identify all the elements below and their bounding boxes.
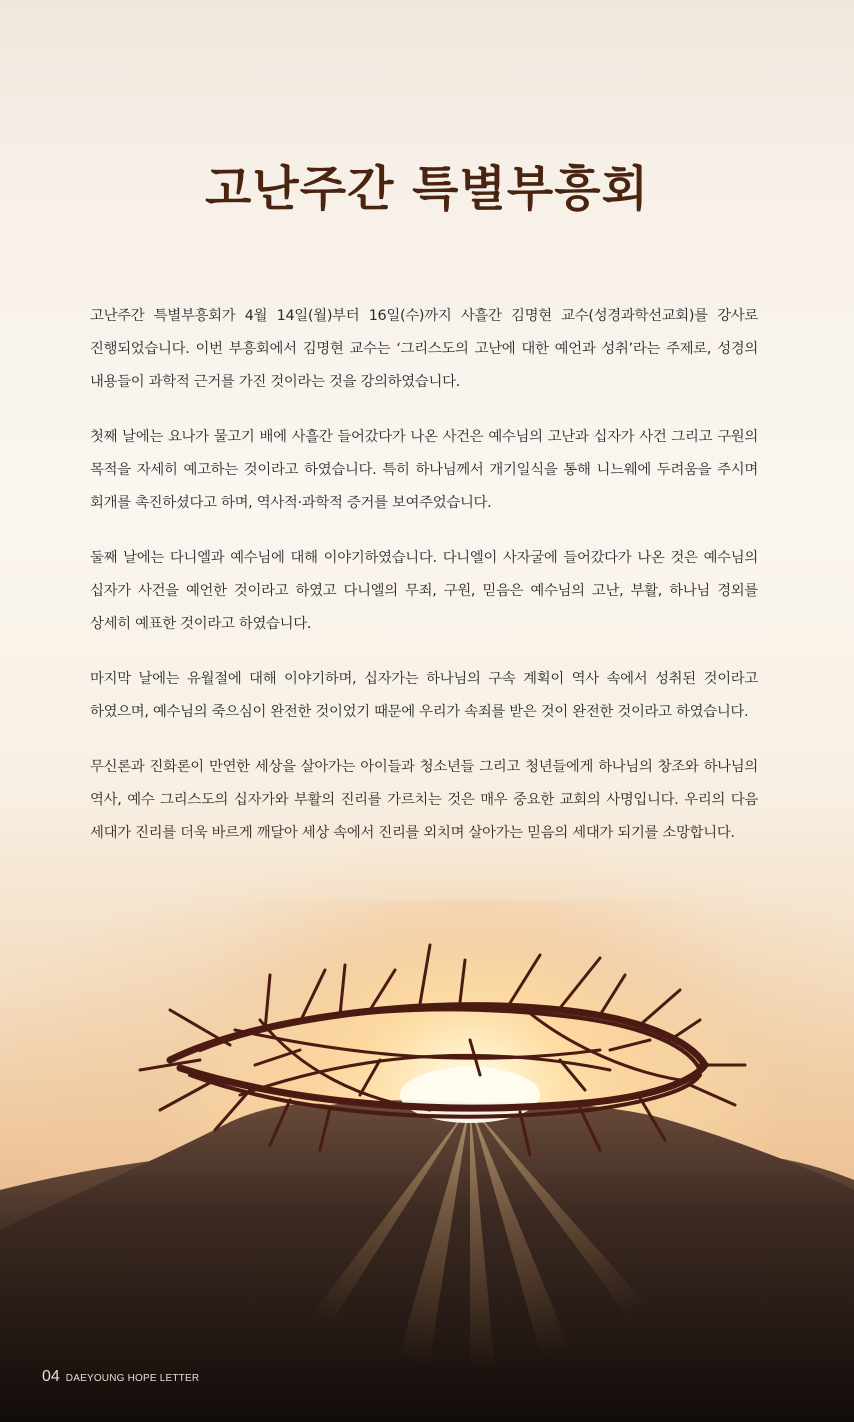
crown-of-thorns-illustration xyxy=(0,900,854,1422)
page-title: 고난주간 특별부흥회 xyxy=(204,161,650,217)
paragraph-1: 고난주간 특별부흥회가 4월 14일(월)부터 16일(수)까지 사흘간 김명현 교수(성경과학선교회)를 강사로 진행되었습니다. 이번 부흥회에서 김명현 교수는 ‘그리스도의 고난에 대한 예언과 성취’라는 주제로, 성경의 내용들이 과학적 근거를 가진 것이라는 것을 강의하였습니다. xyxy=(90,308,758,390)
page-footer xyxy=(42,1368,199,1386)
page-number: 04 xyxy=(42,1368,60,1385)
paragraph-3: 둘째 날에는 다니엘과 예수님에 대해 이야기하였습니다. 다니엘이 사자굴에 들어갔다가 나온 것은 예수님의 십자가 사건을 예언한 것이라고 하였고 다니엘의 무죄, 구원, 믿음은 예수님의 고난, 부활, 하나님 경외를 상세히 예표한 것이라고 하였습니다. xyxy=(90,550,758,632)
publication-name: DAEYOUNG HOPE LETTER xyxy=(65,1373,200,1384)
article-body xyxy=(90,300,758,872)
paragraph-2: 첫째 날에는 요나가 물고기 배에 사흘간 들어갔다가 나온 사건은 예수님의 고난과 십자가 사건 그리고 구원의 목적을 자세히 예고하는 것이라고 하였습니다. 특히 하나님께서 개기일식을 통해 니느웨에 두려움을 주시며 회개를 촉진하셨다고 하며, 역사적·과학적 증거를 보여주었습니다. xyxy=(90,429,758,511)
paragraph-5: 무신론과 진화론이 만연한 세상을 살아가는 아이들과 청소년들 그리고 청년들에게 하나님의 창조와 하나님의 역사, 예수 그리스도의 십자가와 부활의 진리를 가르치는 것은 매우 중요한 교회의 사명입니다. 우리의 다음 세대가 진리를 더욱 바르게 깨달아 세상 속에서 진리를 외치며 살아가는 믿음의 세대가 되기를 소망합니다. xyxy=(90,759,758,841)
paragraph-4: 마지막 날에는 유월절에 대해 이야기하며, 십자가는 하나님의 구속 계획이 역사 속에서 성취된 것이라고 하였으며, 예수님의 죽으심이 완전한 것이었기 때문에 우리가 속죄를 받은 것이 완전한 것이라고 하였습니다. xyxy=(90,671,758,720)
